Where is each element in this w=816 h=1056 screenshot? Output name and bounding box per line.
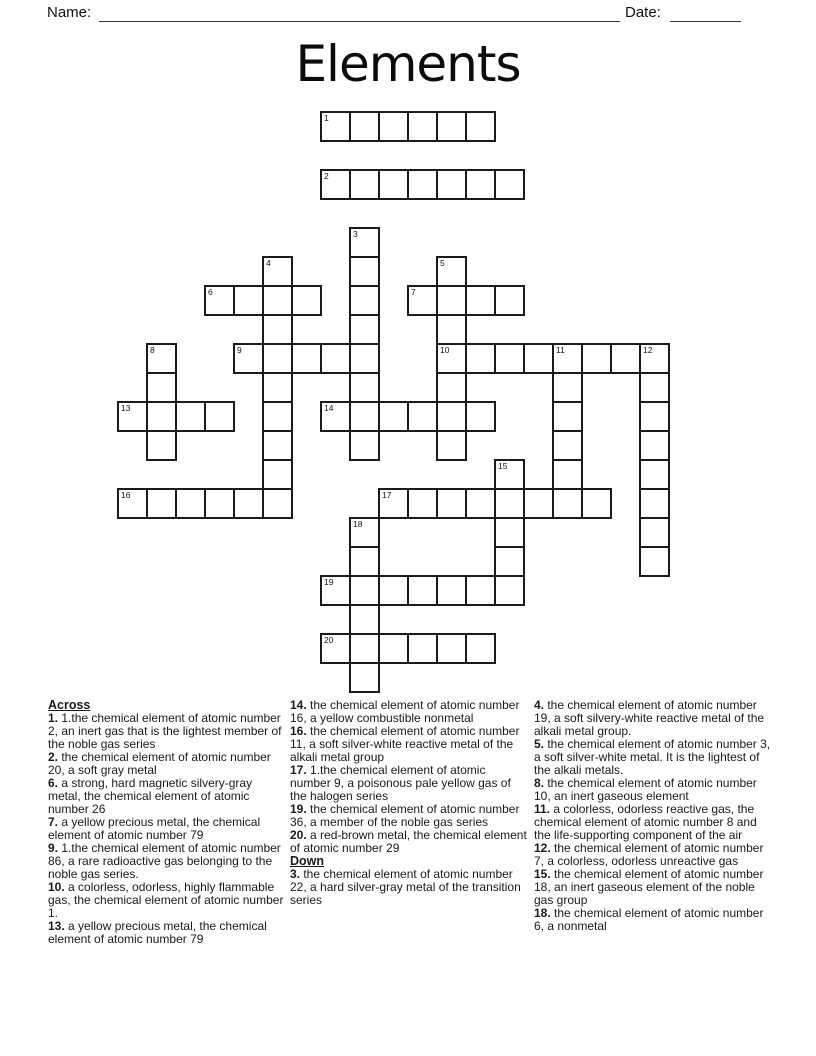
clue-number: 10. [48, 880, 65, 894]
grid-cell[interactable] [117, 488, 148, 519]
grid-cell[interactable] [378, 575, 409, 606]
grid-cell[interactable] [146, 401, 177, 432]
clue-5: 5. the chemical element of atomic number 3, a soft silver-white metal. It is the lightest of the alkali metals. [534, 737, 771, 777]
grid-cell[interactable] [494, 517, 525, 548]
grid-cell[interactable] [436, 488, 467, 519]
grid-cell[interactable] [407, 111, 438, 142]
grid-cell[interactable] [639, 430, 670, 461]
grid-cell[interactable] [552, 488, 583, 519]
grid-cell[interactable] [494, 459, 525, 490]
grid-cell[interactable] [146, 343, 177, 374]
grid-cell[interactable] [465, 343, 496, 374]
grid-cell[interactable] [494, 575, 525, 606]
cell-number: 18 [353, 519, 363, 529]
clue-column-3 [534, 699, 773, 933]
clue-number: 2. [48, 750, 59, 764]
cell-number: 6 [208, 287, 213, 297]
grid-cell[interactable] [146, 430, 177, 461]
grid-cell[interactable] [349, 227, 380, 258]
grid-cell[interactable] [146, 372, 177, 403]
grid-cell[interactable] [465, 575, 496, 606]
clue-14: 14. the chemical element of atomic number 16, a yellow combustible nonmetal [290, 698, 520, 725]
down-heading: Down [290, 854, 325, 868]
clue-number: 15. [534, 867, 551, 881]
clue-12: 12. the chemical element of atomic number 7, a colorless, odorless unreactive gas [534, 841, 764, 868]
clue-number: 20. [290, 828, 307, 842]
grid-cell[interactable] [552, 430, 583, 461]
grid-cell[interactable] [639, 517, 670, 548]
grid-cell[interactable] [407, 285, 438, 316]
grid-cell[interactable] [436, 430, 467, 461]
grid-cell[interactable] [378, 111, 409, 142]
across-heading: Across [48, 698, 91, 712]
grid-cell[interactable] [349, 343, 380, 374]
grid-cell[interactable] [465, 488, 496, 519]
grid-cell[interactable] [523, 488, 554, 519]
clue-18: 18. the chemical element of atomic number 6, a nonmetal [534, 906, 764, 933]
clue-number: 11. [534, 802, 551, 816]
grid-cell[interactable] [494, 488, 525, 519]
clue-19: 19. the chemical element of atomic number 36, a member of the noble gas series [290, 802, 520, 829]
cell-number: 2 [324, 171, 329, 181]
grid-cell[interactable] [436, 575, 467, 606]
clue-number: 5. [534, 737, 545, 751]
clue-7: 7. a yellow precious metal, the chemical element of atomic number 79 [48, 815, 261, 842]
grid-cell[interactable] [407, 633, 438, 664]
grid-cell[interactable] [552, 459, 583, 490]
clue-number: 7. [48, 815, 59, 829]
clue-number: 3. [290, 867, 301, 881]
grid-cell[interactable] [291, 285, 322, 316]
grid-cell[interactable] [291, 343, 322, 374]
grid-cell[interactable] [552, 401, 583, 432]
clue-15: 15. the chemical element of atomic number 18, an inert gaseous element of the noble gas group [534, 867, 764, 907]
grid-cell[interactable] [349, 604, 380, 635]
grid-cell[interactable] [349, 546, 380, 577]
grid-cell[interactable] [233, 488, 264, 519]
cell-number: 15 [498, 461, 508, 471]
grid-cell[interactable] [378, 633, 409, 664]
grid-cell[interactable] [465, 401, 496, 432]
grid-cell[interactable] [262, 401, 293, 432]
cell-number: 5 [440, 258, 445, 268]
grid-cell[interactable] [436, 314, 467, 345]
grid-cell[interactable] [494, 285, 525, 316]
grid-cell[interactable] [204, 401, 235, 432]
grid-cell[interactable] [465, 633, 496, 664]
grid-cell[interactable] [146, 488, 177, 519]
grid-cell[interactable] [436, 401, 467, 432]
clue-column-2 [290, 699, 529, 907]
grid-cell[interactable] [494, 169, 525, 200]
grid-cell[interactable] [639, 546, 670, 577]
cell-number: 9 [237, 345, 242, 355]
clue-number: 19. [290, 802, 307, 816]
clue-number: 1. [48, 711, 59, 725]
grid-cell[interactable] [436, 111, 467, 142]
grid-cell[interactable] [436, 285, 467, 316]
grid-cell[interactable] [436, 343, 467, 374]
date-label: Date: [625, 4, 661, 21]
grid-cell[interactable] [320, 575, 351, 606]
grid-cell[interactable] [378, 401, 409, 432]
grid-cell[interactable] [436, 256, 467, 287]
grid-cell[interactable] [378, 169, 409, 200]
grid-cell[interactable] [407, 488, 438, 519]
grid-cell[interactable] [523, 343, 554, 374]
grid-cell[interactable] [349, 575, 380, 606]
clue-number: 4. [534, 698, 545, 712]
clue-13: 13. a yellow precious metal, the chemical element of atomic number 79 [48, 919, 267, 946]
clue-4: 4. the chemical element of atomic number 19, a soft silvery-white reactive metal of the alkali metal group. [534, 698, 765, 738]
cell-number: 7 [411, 287, 416, 297]
clue-number: 18. [534, 906, 551, 920]
grid-cell[interactable] [204, 488, 235, 519]
grid-cell[interactable] [639, 488, 670, 519]
grid-cell[interactable] [233, 285, 264, 316]
grid-cell[interactable] [552, 372, 583, 403]
clue-number: 9. [48, 841, 59, 855]
grid-cell[interactable] [378, 488, 409, 519]
clue-9: 9. 1.the chemical element of atomic number 86, a rare radioactive gas belonging to the noble gas series. [48, 841, 281, 881]
cell-number: 17 [382, 490, 392, 500]
grid-cell[interactable] [349, 430, 380, 461]
page-title: Elements [295, 35, 521, 93]
clue-number: 13. [48, 919, 65, 933]
grid-cell[interactable] [349, 256, 380, 287]
grid-cell[interactable] [436, 169, 467, 200]
grid-cell[interactable] [407, 575, 438, 606]
grid-cell[interactable] [610, 343, 641, 374]
cell-number: 10 [440, 345, 450, 355]
grid-cell[interactable] [349, 285, 380, 316]
clue-1: 1. 1.the chemical element of atomic number 2, an inert gas that is the lightest member of the noble gas series [48, 711, 282, 751]
grid-cell[interactable] [262, 430, 293, 461]
grid-cell[interactable] [262, 343, 293, 374]
grid-cell[interactable] [349, 662, 380, 693]
cell-number: 16 [121, 490, 131, 500]
grid-cell[interactable] [262, 488, 293, 519]
grid-cell[interactable] [262, 314, 293, 345]
grid-cell[interactable] [639, 372, 670, 403]
grid-cell[interactable] [465, 169, 496, 200]
clue-20: 20. a red-brown metal, the chemical element of atomic number 29 [290, 828, 527, 855]
clue-number: 16. [290, 724, 307, 738]
grid-cell[interactable] [262, 459, 293, 490]
clue-number: 17. [290, 763, 307, 777]
grid-cell[interactable] [639, 401, 670, 432]
cell-number: 13 [121, 403, 131, 413]
grid-cell[interactable] [436, 633, 467, 664]
grid-cell[interactable] [639, 343, 670, 374]
cell-number: 19 [324, 577, 334, 587]
clue-number: 14. [290, 698, 307, 712]
grid-cell[interactable] [320, 111, 351, 142]
cell-number: 20 [324, 635, 334, 645]
grid-cell[interactable] [175, 401, 206, 432]
grid-cell[interactable] [320, 401, 351, 432]
clue-16: 16. the chemical element of atomic number 11, a soft silver-white reactive metal of the alkali metal group [290, 724, 520, 764]
clue-11: 11. a colorless, odorless reactive gas, the chemical element of atomic number 8 and the life-supporting component of the air [534, 802, 757, 842]
grid-cell[interactable] [581, 343, 612, 374]
cell-number: 1 [324, 113, 329, 123]
grid-cell[interactable] [233, 343, 264, 374]
grid-cell[interactable] [349, 111, 380, 142]
grid-cell[interactable] [349, 401, 380, 432]
cell-number: 8 [150, 345, 155, 355]
cell-number: 3 [353, 229, 358, 239]
grid-cell[interactable] [320, 169, 351, 200]
grid-cell[interactable] [639, 459, 670, 490]
grid-cell[interactable] [204, 285, 235, 316]
clue-number: 6. [48, 776, 59, 790]
grid-cell[interactable] [349, 372, 380, 403]
grid-cell[interactable] [494, 546, 525, 577]
grid-cell[interactable] [494, 343, 525, 374]
grid-cell[interactable] [349, 633, 380, 664]
clue-column-1 [48, 699, 287, 946]
grid-cell[interactable] [320, 343, 351, 374]
cell-number: 11 [556, 345, 565, 355]
grid-cell[interactable] [407, 169, 438, 200]
grid-cell[interactable] [407, 401, 438, 432]
cell-number: 14 [324, 403, 334, 413]
grid-cell[interactable] [262, 256, 293, 287]
name-label: Name: [47, 4, 92, 21]
grid-cell[interactable] [320, 633, 351, 664]
grid-cell[interactable] [349, 169, 380, 200]
grid-cell[interactable] [436, 372, 467, 403]
grid-cell[interactable] [117, 401, 148, 432]
clue-10: 10. a colorless, odorless, highly flammable gas, the chemical element of atomic number 1. [48, 880, 284, 920]
clue-17: 17. 1.the chemical element of atomic number 9, a poisonous pale yellow gas of the halogen series [290, 763, 511, 803]
clue-number: 8. [534, 776, 545, 790]
grid-cell[interactable] [349, 517, 380, 548]
clue-8: 8. the chemical element of atomic number 10, an inert gaseous element [534, 776, 757, 803]
clue-3: 3. the chemical element of atomic number 22, a hard silver-gray metal of the transition series [290, 867, 521, 907]
grid-cell[interactable] [552, 343, 583, 374]
grid-cell[interactable] [465, 285, 496, 316]
grid-cell[interactable] [175, 488, 206, 519]
cell-number: 12 [643, 345, 653, 355]
grid-cell[interactable] [465, 111, 496, 142]
grid-cell[interactable] [581, 488, 612, 519]
grid-cell[interactable] [262, 285, 293, 316]
grid-cell[interactable] [349, 314, 380, 345]
grid-cell[interactable] [262, 372, 293, 403]
clue-2: 2. the chemical element of atomic number 20, a soft gray metal [48, 750, 271, 777]
cell-number: 4 [266, 258, 271, 268]
clue-number: 12. [534, 841, 551, 855]
clue-6: 6. a strong, hard magnetic silvery-gray metal, the chemical element of atomic number 26 [48, 776, 253, 816]
